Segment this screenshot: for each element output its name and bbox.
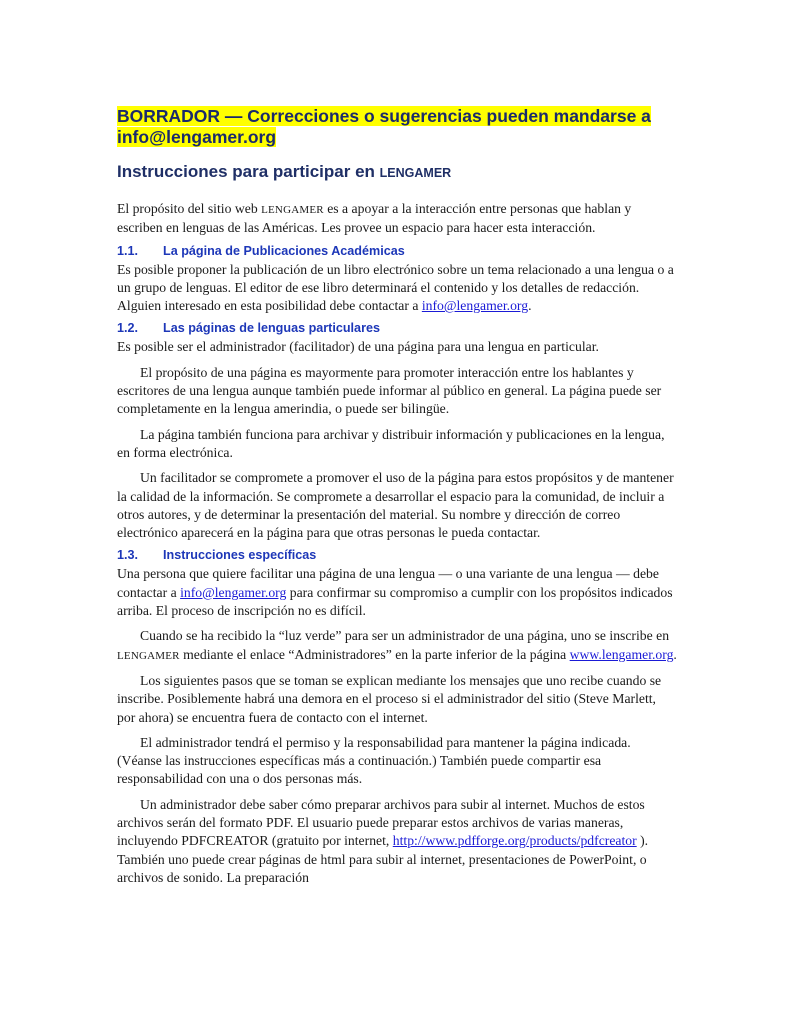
section-number: 1.3. — [117, 548, 139, 563]
intro-text-b: es a apoyar a la interacción entre personas que hablan y escriben en lenguas de las Américas. Les provee un espacio para hacer esta interacción. — [117, 201, 632, 236]
page-title-brand: LENGAMER — [379, 166, 452, 180]
section-1-2-paragraph-4: Un facilitador se compromete a promover el uso de la página para estos propósitos y de mantener la calidad de la información. Se compromete a desarrollar el espacio para la comunidad, de incluir a otros autores, y de determinar la presentación del material. Su nombre y dirección de correo electrónico aparecerá en la página para que otras personas le pueda contactar. — [117, 470, 674, 541]
section-number: 1.1. — [117, 243, 139, 258]
section-heading-1-2 — [117, 321, 677, 335]
section-title: La página de Publicaciones Académicas — [163, 243, 405, 258]
section-1-3-paragraph-3: Los siguientes pasos que se toman se explican mediante los mensajes que uno recibe cuando se inscribe. Posiblemente habrá una demora en el proceso si el administrador del sitio (Steve Marlett, por ahora) se encuentra fuera de contacto con el internet. — [117, 672, 662, 725]
section-title: Las páginas de lenguas particulares — [163, 321, 380, 336]
section-1-1-paragraph — [117, 261, 677, 316]
draft-banner — [117, 106, 677, 148]
draft-banner-line2: info@lengamer.org — [117, 127, 277, 147]
section-heading-1-1 — [117, 244, 677, 258]
section-title: Instrucciones específicas — [163, 548, 317, 563]
intro-text-a: El propósito del sitio web — [117, 201, 262, 216]
page-title-prefix: Instrucciones para participar en — [117, 162, 380, 181]
document-page — [117, 106, 677, 887]
section-1-3-paragraph-5 — [117, 796, 677, 887]
section-1-1-text: Es posible proponer la publicación de un libro electrónico sobre un tema relacionado a una lengua o a un grupo de lenguas. El editor de ese libro determinará el contenido y los detalles de redacción. Alguien interesado en esta posibilidad debe contactar a — [117, 261, 674, 314]
section-1-2-paragraph-3: La página también funciona para archivar y distribuir información y publicaciones en la lengua, en forma electrónica. — [117, 426, 665, 460]
section-1-1-end: . — [528, 298, 532, 314]
section-1-3-p2-text-b: mediante el enlace “Administradores” en la parte inferior de la página — [179, 646, 570, 662]
section-1-3-paragraph-4: El administrador tendrá el permiso y la responsabilidad para mantener la página indicada. (Véanse las instrucciones específicas más a continuación.) También puede compartir esa responsabilidad con una o dos personas más. — [117, 734, 631, 787]
section-number: 1.2. — [117, 321, 139, 336]
section-1-3-p2-brand: LENGAMER — [117, 649, 180, 662]
section-1-3-p1-text-b: para confirmar su compromiso a cumplir con los propósitos indicados arriba. El proceso de inscripción no es difícil. — [117, 584, 673, 619]
section-heading-1-3 — [117, 548, 677, 562]
intro-brand: LENGAMER — [261, 204, 324, 216]
section-1-3-paragraph-1 — [117, 565, 677, 620]
section-1-2-paragraph-1: Es posible ser el administrador (facilitador) de una página para una lengua en particular. — [117, 339, 599, 355]
website-link[interactable]: www.lengamer.org — [569, 646, 674, 662]
email-link[interactable]: info@lengamer.org — [421, 298, 529, 314]
section-1-2-paragraph-2: El propósito de una página es mayormente para promoter interacción entre los hablantes y escritores de una lengua aunque también puede informar al público en general. La página puede ser completamente en la lengua amerindia, o puede ser bilingüe. — [117, 364, 662, 417]
pdfcreator-link[interactable]: http://www.pdfforge.org/products/pdfcreator — [392, 833, 637, 849]
page-title — [117, 162, 677, 182]
section-1-3-p2-end: . — [673, 646, 677, 662]
section-1-3-p5-text-a: Un administrador debe saber cómo preparar archivos para subir al internet. Muchos de estos archivos serán del formato PDF. El usuario puede preparar estos archivos de varias maneras, incluyendo PDFCREATOR (gratuito por internet, — [117, 796, 645, 849]
section-1-3-p5-text-b: ). También uno puede crear páginas de html para subir al internet, presentaciones de PowerPoint, o archivos de sonido. La preparación — [117, 833, 649, 885]
email-link[interactable]: info@lengamer.org — [180, 584, 287, 600]
section-1-3-p1-text-a: Una persona que quiere facilitar una página de una lengua — o una variante de una lengua — debe contactar a — [117, 566, 659, 600]
intro-paragraph — [117, 200, 677, 238]
section-1-3-p2-text-a: Cuando se ha recibido la “luz verde” para ser un administrador de una página, uno se inscribe en — [140, 628, 670, 644]
section-1-3-paragraph-2 — [117, 627, 677, 665]
draft-banner-line1: BORRADOR — Correcciones o sugerencias pueden mandarse a — [117, 106, 651, 126]
